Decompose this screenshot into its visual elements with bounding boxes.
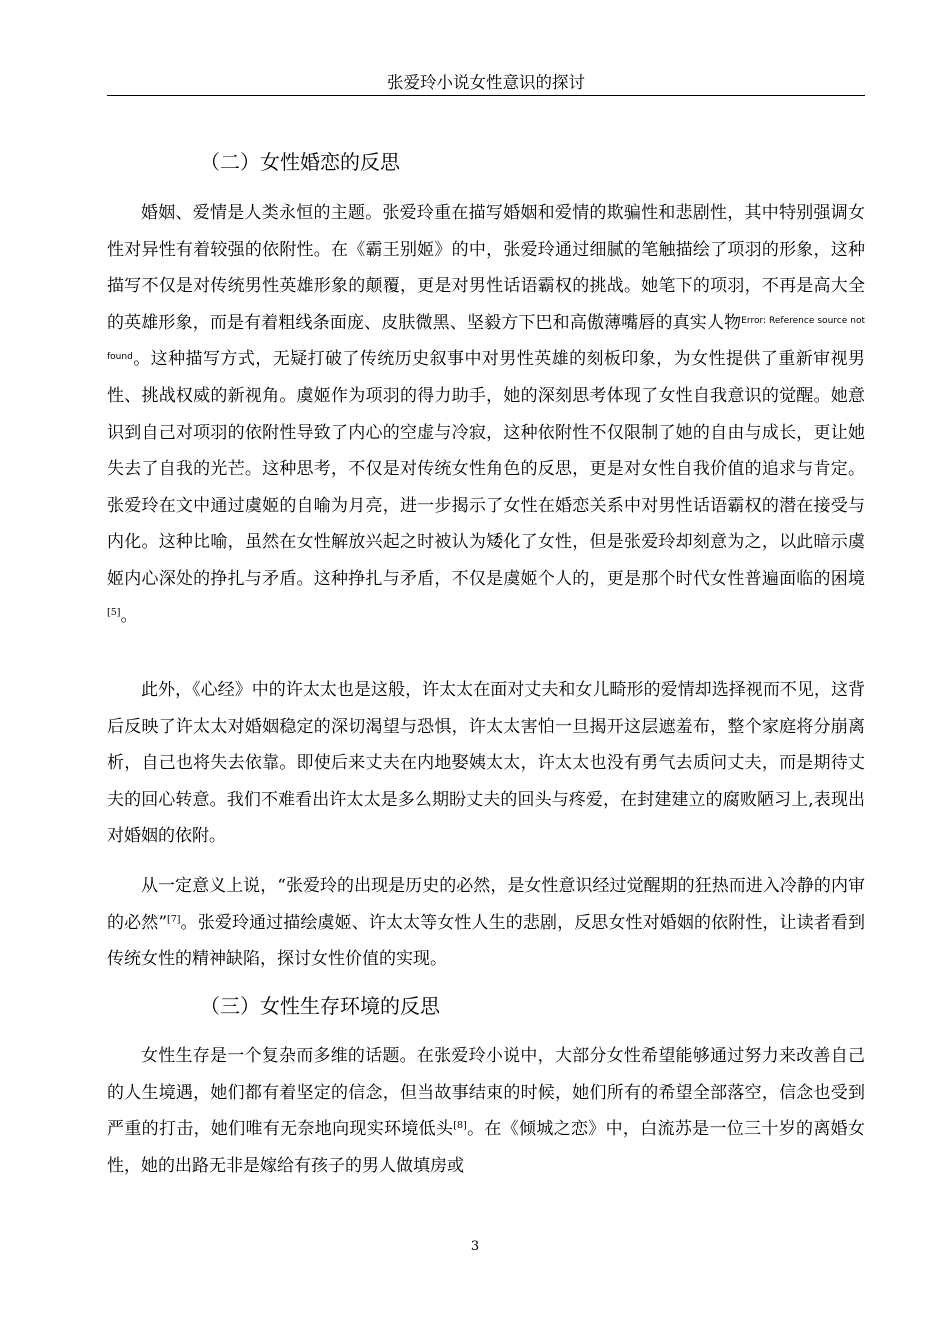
paragraph-text: 婚姻、爱情是人类永恒的主题。张爱玲重在描写婚姻和爱情的欺骗性和悲剧性，其中特别强调女性对异性有着较强的依附性。在《霸王别姬》的中，张爱玲通过细腻的笔触描绘了项羽的形象，这种描写不仅是对传统男性英雄形象的颠覆，更是对男性话语霸权的挑战。她笔下的项羽，不再是高大全的英雄形象，而是有着粗线条面庞、皮肤微黑、坚毅方下巴和高傲薄嘴唇的真实人物: [107, 203, 865, 333]
reference-error-note: Error: Reference source not found: [107, 315, 866, 363]
paragraph-text: 。这种描写方式，无疑打破了传统历史叙事中对男性英雄的刻板印象，为女性提供了重新审视男性、挑战权威的新视角。虞姬作为项羽的得力助手，她的深刻思考体现了女性自我意识的觉醒。她意识到自己对项羽的依附性导致了内心的空虚与冷寂，这种依附性不仅限制了她的自由与成长，更让她失去了自我的光芒。这种思考，不仅是对传统女性角色的反思，更是对女性自我价值的追求与肯定。张爱玲在文中通过虞姬的自喻为月亮，进一步揭示了女性在婚恋关系中对男性话语霸权的潜在接受与内化。这种比喻，虽然在女性解放兴起之时被认为矮化了女性，但是张爱玲却刻意为之，以此暗示虞姬内心深处的挣扎与矛盾。这种挣扎与矛盾，不仅是虞姬个人的，更是那个时代女性普遍面临的困境: [107, 349, 865, 589]
citation-8: [8]: [453, 1120, 467, 1132]
citation-7: [7]: [167, 913, 181, 925]
page-header: 张爱玲小说女性意识的探讨: [107, 73, 865, 96]
paragraph-text: 此外，《心经》中的许太太也是这般，许太太在面对丈夫和女儿畸形的爱情却选择视而不见，这背后反映了许太太对婚姻稳定的深切渴望与恐惧，许太太害怕一旦揭开这层遮羞布，整个家庭将分崩离析，自己也将失去依靠。即使后来丈夫在内地娶姨太太，许太太也没有勇气去质问丈夫，而是期待丈夫的回心转意。我们不难看出许太太是多么期盼丈夫的回头与疼爱，在封建建立的腐败陋习上,表现出对婚姻的依附。: [107, 680, 865, 847]
paragraph-text: 从一定意义上说，“张爱玲的出现是历史的必然，是女性意识经过觉醒期的狂热而进入冷静的内审的必然”: [107, 876, 865, 933]
paragraph-text: 。在《倾城之恋》中，白流苏是一位三十岁的离婚女性，她的出路无非是嫁给有孩子的男人做填房或: [107, 1119, 866, 1176]
section-heading-living-environment: （三）女性生存环境的反思: [200, 994, 440, 1018]
paragraph-conclusion: [107, 868, 865, 978]
paragraph-marriage-love: [107, 195, 865, 634]
paragraph-text: 。: [120, 605, 138, 626]
paragraph-text: 。张爱玲通过描绘虞姬、许太太等女性人生的悲剧，反思女性对婚姻的依附性，让读者看到传统女性的精神缺陷，探讨女性价值的实现。: [107, 912, 865, 970]
section-heading-women-marriage: （二）女性婚恋的反思: [200, 150, 400, 174]
citation-5: [5]: [107, 606, 121, 618]
paragraph-women-survival: [107, 1038, 865, 1184]
page-number: 3: [470, 1239, 480, 1254]
paragraph-xinjing: [107, 672, 865, 855]
paragraph-text: 女性生存是一个复杂而多维的话题。在张爱玲小说中，大部分女性希望能够通过努力来改善自己的人生境遇，她们都有着坚定的信念，但当故事结束的时候，她们所有的希望全部落空，信念也受到严重的打击，她们唯有无奈地向现实环境低头: [107, 1046, 865, 1140]
